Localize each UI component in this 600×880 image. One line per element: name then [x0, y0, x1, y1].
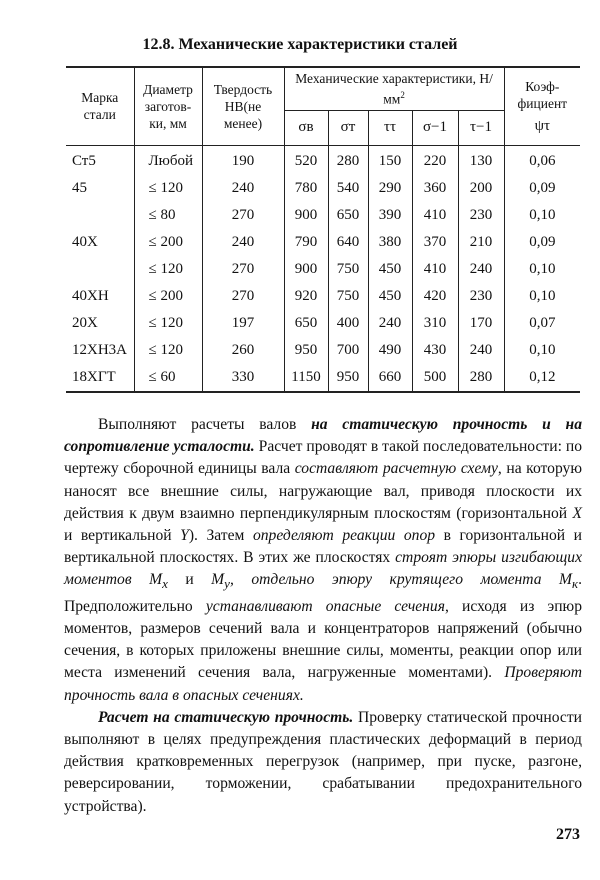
cell-sb: 520: [284, 145, 328, 175]
cell-tt: 660: [368, 364, 412, 392]
cell-t1: 230: [458, 202, 504, 229]
cell-grade: 40X: [72, 234, 98, 250]
symbol-sigma-minus1: σ−1: [412, 110, 458, 145]
cell-diam: ≤ 120: [134, 337, 202, 364]
cell-s1: 370: [412, 229, 458, 256]
cell-sb: 790: [284, 229, 328, 256]
cell-hb: 240: [202, 229, 284, 256]
symbol-tau-t: ττ: [368, 110, 412, 145]
table-row: [66, 202, 580, 229]
p1-italic: составляют расчетную схему: [294, 460, 498, 478]
cell-tt: 490: [368, 337, 412, 364]
cell-diam: ≤ 200: [134, 283, 202, 310]
page-number: 273: [556, 826, 580, 843]
cell-tt: 450: [368, 256, 412, 283]
cell-t1: 130: [458, 145, 504, 175]
cell-grade: 18XГТ: [66, 364, 134, 392]
p1-italic: Y: [180, 527, 189, 545]
cell-diam: ≤ 120: [134, 175, 202, 202]
cell-diam: Любой: [134, 145, 202, 175]
cell-s1: 310: [412, 310, 458, 337]
p1-italic: определяют реакции опор: [252, 527, 436, 545]
cell-s1: 420: [412, 283, 458, 310]
table-row: [66, 283, 580, 310]
cell-psi: 0,12: [504, 364, 580, 392]
paragraph-2: [64, 707, 582, 818]
cell-st: 950: [328, 364, 368, 392]
table-row: [66, 229, 580, 256]
p1-italic: M: [211, 571, 225, 589]
cell-psi: 0,09: [504, 229, 580, 256]
header-grade: Марка стали: [66, 67, 134, 145]
cell-tt: 390: [368, 202, 412, 229]
p1-italic: X: [572, 504, 582, 522]
cell-hb: 330: [202, 364, 284, 392]
p1-text: в горизонтальной и вертикальной плоскостях. В этих же плоскостях: [64, 527, 582, 567]
cell-st: 280: [328, 145, 368, 175]
p1-italic: Проверяют прочность вала в опасных сечениях.: [64, 664, 582, 704]
cell-grade: [66, 256, 134, 283]
cell-t1: 210: [458, 229, 504, 256]
cell-st: 750: [328, 283, 368, 310]
header-coef-text: Коэф-фициент: [517, 78, 568, 111]
cell-hb: 270: [202, 283, 284, 310]
cell-hb: 270: [202, 256, 284, 283]
cell-psi: 0,10: [504, 283, 580, 310]
cell-hb: 190: [202, 145, 284, 175]
p1-italic: , отдельно эпюру крутящего момента M: [229, 571, 572, 589]
p1-italic: строят эпюры изгибающих моментов M: [64, 549, 582, 589]
cell-psi: 0,07: [504, 310, 580, 337]
p1-text: Расчет проводят в такой последовательности: по чертежу сборочной единицы вала: [64, 438, 582, 478]
p1-sub: к: [572, 576, 579, 592]
cell-tt: 450: [368, 283, 412, 310]
p1-text: и: [167, 571, 212, 589]
cell-s1: 220: [412, 145, 458, 175]
table-row: [66, 256, 580, 283]
cell-grade: 45: [72, 180, 87, 196]
cell-grade: Ст5: [72, 153, 96, 169]
table-row: [66, 175, 580, 202]
cell-grade: 40XH: [72, 288, 109, 304]
cell-psi: 0,10: [504, 202, 580, 229]
cell-psi: 0,10: [504, 337, 580, 364]
cell-st: 650: [328, 202, 368, 229]
table-body: [66, 145, 580, 392]
cell-s1: 360: [412, 175, 458, 202]
cell-diam: ≤ 120: [134, 310, 202, 337]
cell-sb: 900: [284, 202, 328, 229]
cell-s1: 410: [412, 256, 458, 283]
cell-tt: 240: [368, 310, 412, 337]
cell-grade: [66, 202, 134, 229]
section-title: 12.8. Механические характеристики сталей: [142, 36, 458, 53]
cell-sb: 920: [284, 283, 328, 310]
steel-properties-table: [66, 66, 580, 393]
cell-diam: ≤ 80: [134, 202, 202, 229]
table-row: [66, 145, 580, 175]
cell-st: 400: [328, 310, 368, 337]
cell-st: 640: [328, 229, 368, 256]
cell-t1: 280: [458, 364, 504, 392]
cell-s1: 410: [412, 202, 458, 229]
symbol-sigma-b: σв: [284, 110, 328, 145]
cell-sb: 1150: [284, 364, 328, 392]
cell-tt: 380: [368, 229, 412, 256]
cell-sb: 780: [284, 175, 328, 202]
p1-text: . Предположительно: [64, 571, 582, 615]
cell-sb: 900: [284, 256, 328, 283]
cell-t1: 240: [458, 337, 504, 364]
cell-sb: 650: [284, 310, 328, 337]
p1-text: , на которую наносят все внешние силы, нагружающие вал, приводя плоскости их действия к двум взаимно перпендикулярным плоскостям (горизонтальной: [64, 460, 582, 522]
symbol-tau-minus1: τ−1: [458, 110, 504, 145]
cell-s1: 500: [412, 364, 458, 392]
cell-grade: 12XH3A: [72, 342, 127, 358]
p1-text: , исходя из эпюр моментов, размеров сечений вала и концентраторов напряжений (обычно сечения, в которых приложены внешние силы, моменты, реакции опор или места изменений сечения вала, нагруженные моментами).: [64, 597, 582, 682]
table-header-row: [66, 67, 580, 110]
p1-bold: на статическую прочность и на сопротивление усталости.: [64, 416, 582, 456]
cell-hb: 197: [202, 310, 284, 337]
cell-psi: 0,10: [504, 256, 580, 283]
header-hardness: Твердость НВ(не менее): [202, 67, 284, 145]
table-row: [66, 337, 580, 364]
cell-hb: 270: [202, 202, 284, 229]
cell-hb: 260: [202, 337, 284, 364]
header-mech-text: Механические характеристики, Н/мм: [295, 71, 493, 107]
body-text: [64, 414, 582, 818]
cell-hb: 240: [202, 175, 284, 202]
cell-st: 540: [328, 175, 368, 202]
table-row: [66, 364, 580, 392]
table-row: [66, 310, 580, 337]
cell-psi: 0,09: [504, 175, 580, 202]
p2-text: Проверку статической прочности выполняют в целях предупреждения пластических деформаций в период действия кратковременных перегрузок (например, при пуске, разгоне, реверсировании, торможении, срабатывании предохранительного устройства).: [64, 708, 582, 815]
cell-t1: 230: [458, 283, 504, 310]
cell-st: 700: [328, 337, 368, 364]
p1-text: Выполняют расчеты валов: [98, 416, 312, 433]
header-mech: [284, 67, 504, 110]
cell-tt: 150: [368, 145, 412, 175]
p1-sub: x: [162, 576, 168, 592]
p1-text: и вертикальной: [64, 527, 181, 545]
p1-italic: устанавливают опасные сечения: [205, 597, 445, 615]
cell-psi: 0,06: [504, 145, 580, 175]
header-coef: [504, 67, 580, 145]
header-diameter: Диаметр заготов-ки, мм: [134, 67, 202, 145]
header-mech-sup: 2: [400, 90, 405, 100]
cell-st: 750: [328, 256, 368, 283]
header-coef-symbol: ψτ: [534, 117, 551, 134]
p1-sub: y: [224, 576, 230, 592]
cell-sb: 950: [284, 337, 328, 364]
cell-diam: ≤ 120: [134, 256, 202, 283]
p2-bold: Расчет на статическую прочность.: [98, 708, 354, 726]
cell-grade: 20X: [72, 315, 98, 331]
symbol-sigma-t: σт: [328, 110, 368, 145]
paragraph-1: [64, 414, 582, 707]
cell-t1: 170: [458, 310, 504, 337]
p1-text: ). Затем: [188, 527, 253, 545]
cell-t1: 200: [458, 175, 504, 202]
cell-t1: 240: [458, 256, 504, 283]
cell-s1: 430: [412, 337, 458, 364]
cell-diam: ≤ 60: [134, 364, 202, 392]
cell-diam: ≤ 200: [134, 229, 202, 256]
cell-tt: 290: [368, 175, 412, 202]
